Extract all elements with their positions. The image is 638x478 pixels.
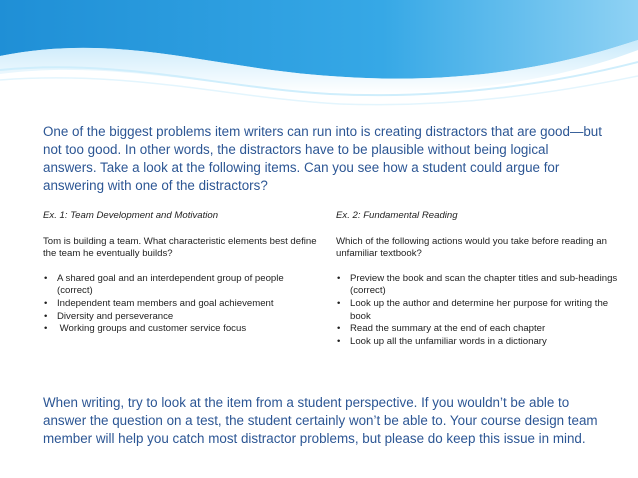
list-item: • Look up all the unfamiliar words in a dictionary xyxy=(337,335,547,347)
example-1-options xyxy=(43,273,318,336)
list-item: • Working groups and customer service focus xyxy=(44,323,247,335)
list-item: • Preview the book and scan the chapter titles and sub-headings (correct) xyxy=(337,272,618,297)
list-item: • Read the summary at the end of each chapter xyxy=(337,323,546,335)
intro-paragraph: One of the biggest problems item writers can run into is creating distractors that are good—but not too good. In other words, the distractors have to be plausible without being logical answers. Take a look at the following items. Can you see how a student could argue for answering with one of the distractors? xyxy=(43,124,602,193)
example-2 xyxy=(336,210,621,348)
bullet: • xyxy=(44,297,48,309)
list-item: • A shared goal and an interdependent group of people (correct) xyxy=(44,272,284,297)
bullet: • xyxy=(337,323,341,335)
bullet: • xyxy=(44,272,48,284)
list-item: • Diversity and perseverance xyxy=(44,310,174,322)
bullet: • xyxy=(337,297,341,309)
example-2-title: Ex. 2: Fundamental Reading xyxy=(336,210,458,221)
list-item: • Look up the author and determine her purpose for writing the book xyxy=(337,297,609,322)
list-item: • Independent team members and goal achievement xyxy=(44,297,274,309)
bullet: • xyxy=(337,272,341,284)
example-2-options xyxy=(336,273,621,349)
closing-paragraph: When writing, try to look at the item from a student perspective. If you wouldn’t be able to answer the question on a test, the student certainly won’t be able to. Your course design team member will help you catch most distractor problems, but please do keep this issue in mind. xyxy=(43,395,598,446)
bullet: • xyxy=(44,323,48,335)
decorative-wave-banner xyxy=(0,0,638,110)
example-2-question: Which of the following actions would you take before reading an unfamiliar textbook? xyxy=(336,235,607,260)
example-1-question: Tom is building a team. What characteristic elements best define the team he eventually builds? xyxy=(43,235,317,260)
example-1-title: Ex. 1: Team Development and Motivation xyxy=(43,210,219,221)
bullet: • xyxy=(337,335,341,347)
example-1 xyxy=(43,210,318,336)
bullet: • xyxy=(44,310,48,322)
